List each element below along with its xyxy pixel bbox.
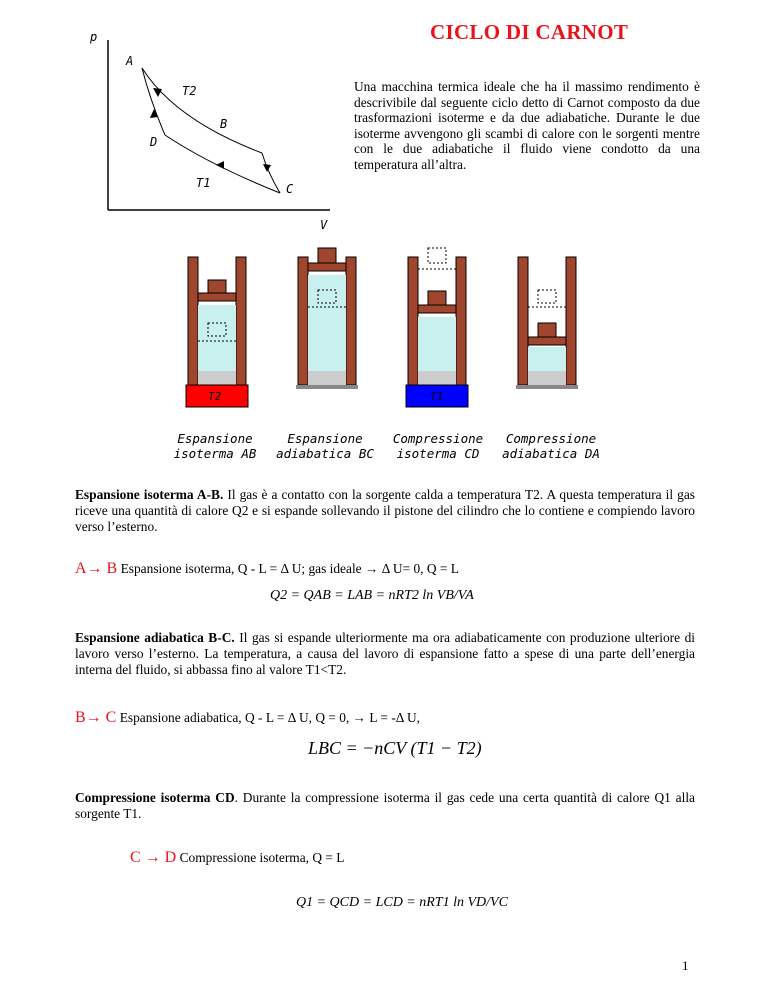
caption-isothermal-cd: Compressione isoterma CD <box>392 431 484 461</box>
point-label-c: C <box>286 182 294 196</box>
caption-adiabatic-da: Compressione adiabatica DA <box>502 431 600 461</box>
cylinder-isothermal-cd <box>406 248 468 407</box>
equation-line-cd: C → D Compressione isoterma, Q = L <box>130 849 345 866</box>
formula-cd: Q1 = QCD = LCD = nRT1 ln VD/VC <box>296 895 508 910</box>
formula-bc: LBC = −nCV (T1 − T2) <box>308 738 482 758</box>
source-hot-label: T2 <box>208 390 222 403</box>
pv-diagram <box>80 25 360 265</box>
point-label-t1: T1 <box>196 176 211 190</box>
page-number: 1 <box>682 958 689 973</box>
axis-label-v: V <box>320 218 328 232</box>
cylinder-adiabatic-da <box>516 257 578 389</box>
section-ab-paragraph: Espansione isoterma A-B. Il gas è a contatto con la sorgente calda a temperatura T2. A questa temperatura il gas riceve una quantità di calore Q2 e si espande sollevando il pistone del cilindro che lo contiene e compiendo lavoro verso l’esterno. <box>75 487 695 534</box>
cylinder-adiabatic-bc <box>296 248 358 389</box>
source-cold-label: T1 <box>430 390 444 403</box>
point-label-b: B <box>220 117 228 131</box>
cylinder-isothermal-ab <box>186 257 248 407</box>
point-label-a: A <box>126 54 134 68</box>
caption-isothermal-ab: Espansione isoterma AB <box>173 431 257 461</box>
point-label-t2: T2 <box>182 84 197 98</box>
cylinders-illustration <box>180 245 590 430</box>
intro-paragraph: Una macchina termica ideale che ha il massimo rendimento è descrivibile dal seguente ciclo detto di Carnot composto da due trasformazioni isoterme e da due adiabatiche. Durante le due isoterme avvengono gli scambi di calore con le sorgenti mentre con le due adiabatiche il fluido viene condotto da una temperatura all’altra. <box>354 79 700 172</box>
caption-adiabatic-bc: Espansione adiabatica BC <box>276 431 374 461</box>
axis-label-p: p <box>90 30 98 44</box>
page-title: CICLO DI CARNOT <box>430 20 629 44</box>
equation-line-ab: A→ B Espansione isoterma, Q - L = Δ U; gas ideale → Δ U= 0, Q = L <box>75 560 459 577</box>
equation-line-bc: B→ C Espansione adiabatica, Q - L = Δ U, Q = 0, → L = -Δ U, <box>75 709 421 726</box>
section-bc-paragraph: Espansione adiabatica B-C. Il gas si espande ulteriormente ma ora adiabaticamente con produzione ulteriore di lavoro verso l’esterno. La temperatura, a causa del lavoro di espansione fatto a spese di una parte dell’energia interna del fluido, si abbassa fino al valore T1<T2. <box>75 630 695 677</box>
formula-ab: Q2 = QAB = LAB = nRT2 ln VB/VA <box>270 588 474 603</box>
section-cd-paragraph: Compressione isoterma CD. Durante la compressione isoterma il gas cede una certa quantità di calore Q1 alla sorgente T1. <box>75 790 695 821</box>
point-label-d: D <box>150 135 158 149</box>
